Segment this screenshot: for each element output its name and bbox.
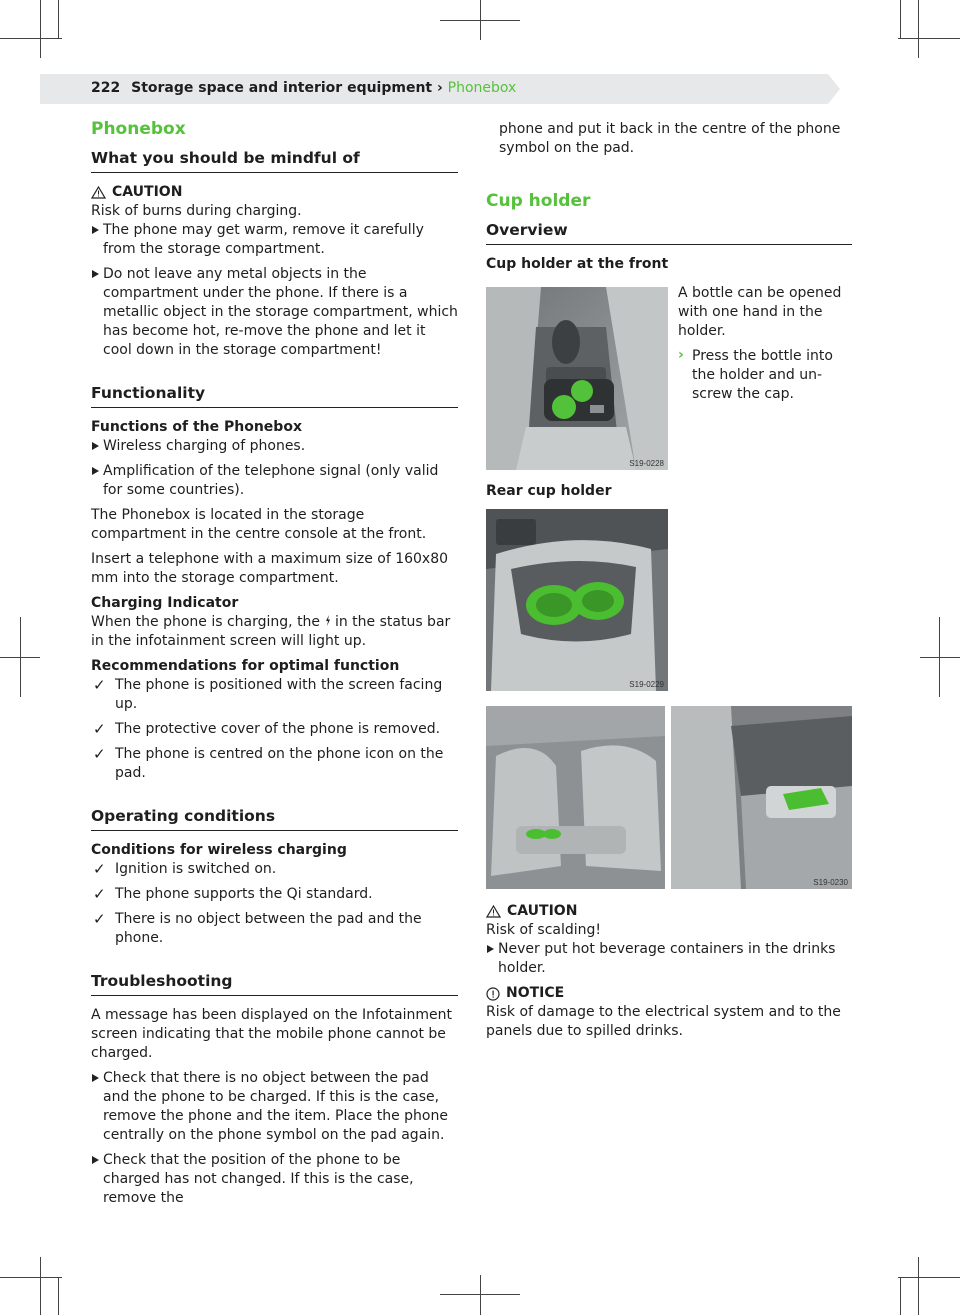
paragraph: Insert a telephone with a maximum size of 160x80 mm into the storage compartment. [91,551,449,586]
right-notes [486,902,852,1041]
crop-mark [900,1277,901,1315]
trouble-item: Check that there is no object between the pad and the phone to be charged. If this is the case, remove the phone and the item. Place the phone centrally on the phone symbol on the pad again. [91,1069,458,1145]
recommendation-text: The phone is centred on the phone icon on the pad. [115,746,444,781]
charging-text [91,613,458,651]
trouble-item: Check that the position of the phone to be charged has not changed. If this is the case, remove the [91,1151,458,1208]
crop-mark [898,38,960,39]
check-icon: ✓ [93,745,106,763]
charging-text-a: When the phone is charging, the [91,614,321,630]
condition-text: Ignition is switched on. [115,861,277,877]
caution-heading [486,902,852,921]
caution-item: Do not leave any metal objects in the compartment under the phone. If there is a metallic object in the storage compartment, which has become hot, re-move the phone and let it cool down in the storage compartment! [91,265,458,360]
image-code: S19-0230 [813,878,848,887]
condition-item [91,885,458,904]
check-icon: ✓ [93,720,106,738]
side-storage-illustration [671,706,852,889]
breadcrumb-section: Storage space and interior equipment [131,80,433,96]
caution-heading [91,183,458,202]
charging-indicator-icon [325,615,331,626]
function-item: Wireless charging of phones. [91,437,458,456]
page-number: 222 [91,80,121,96]
crop-mark [40,0,41,58]
image-code: S19-0229 [629,680,664,689]
caution-label: CAUTION [112,184,183,200]
front-cup-step [678,347,852,404]
notice-heading [486,984,852,1003]
check-icon: ✓ [93,885,106,903]
crop-mark [898,1277,960,1278]
crop-mark [0,38,62,39]
notice-text: Risk of damage to the electrical system and to the panels due to spilled drinks. [486,1004,841,1039]
rear-cup-holder-image [486,509,668,691]
rear-cup-label-wrap [486,482,852,501]
step-arrow-icon: › [678,347,684,363]
condition-text: The phone supports the Qi standard. [115,886,373,902]
front-cup-label: Cup holder at the front [486,256,669,272]
caution-item: The phone may get warm, remove it carefully from the storage compartment. [91,221,458,259]
check-icon: ✓ [93,860,106,878]
recommendation-item [91,720,458,739]
crop-mark [900,0,901,38]
front-cup-text: A bottle can be opened with one hand in the holder. [678,285,842,339]
recommendation-item [91,676,458,714]
function-item: Amplification of the telephone signal (only valid for some countries). [91,462,458,500]
right-column-top [499,120,851,158]
crop-mark [40,1257,41,1315]
crop-mark [480,0,481,40]
troubleshooting-heading: Troubleshooting [91,972,458,996]
crop-mark [480,1275,481,1315]
section-title: Phonebox [91,119,186,139]
breadcrumb-current: Phonebox [447,80,517,96]
left-column [91,120,458,1208]
crop-mark [58,0,59,38]
cup-holder-section [486,192,852,274]
breadcrumb [91,80,516,96]
crop-mark [939,617,940,697]
recommendation-item [91,745,458,783]
recommend-label: Recommendations for optimal function [91,658,400,674]
functions-label: Functions of the Phonebox [91,419,302,435]
rear-cup-holder-illustration [486,509,668,691]
paragraph: The Phonebox is located in the storage compartment in the centre console at the front. [91,507,427,542]
crop-mark [918,0,919,58]
side-storage-image [671,706,852,889]
condition-text: There is no object between the pad and the phone. [115,911,422,946]
rear-cup-label: Rear cup holder [486,483,612,499]
caution-intro: Risk of burns during charging. [91,203,302,219]
warning-triangle-icon [486,905,501,918]
breadcrumb-separator: › [437,80,443,96]
conditions-label: Conditions for wireless charging [91,842,347,858]
notice-label: NOTICE [506,985,565,1001]
recommendation-text: The protective cover of the phone is removed. [115,721,441,737]
trouble-text: A message has been displayed on the Infotainment screen indicating that the mobile phone cannot be charged. [91,1007,452,1061]
functionality-heading: Functionality [91,384,458,408]
front-cup-holder-illustration [486,287,668,470]
charging-label: Charging Indicator [91,595,239,611]
condition-item [91,910,458,948]
recommendation-text: The phone is positioned with the screen facing up. [115,677,443,712]
crop-mark [20,617,21,697]
caution-label: CAUTION [507,903,578,919]
image-code: S19-0228 [629,459,664,468]
notice-icon [486,987,500,1001]
front-cup-step-text: Press the bottle into the holder and un-screw the cap. [692,348,833,402]
charging-text-b: in the status bar in the infotainment screen will light up. [91,614,451,649]
crop-mark [58,1277,59,1315]
mindful-heading: What you should be mindful of [91,149,458,173]
caution-item: Never put hot beverage containers in the drinks holder. [486,940,852,978]
warning-triangle-icon [91,186,106,199]
crop-mark [918,1257,919,1315]
overview-heading: Overview [486,221,852,245]
rear-seat-image [486,706,665,889]
crop-mark [920,657,960,658]
caution-intro: Risk of scalding! [486,922,602,938]
check-icon: ✓ [93,910,106,928]
crop-mark [0,1277,62,1278]
cup-holder-title: Cup holder [486,191,591,211]
condition-item [91,860,458,879]
rear-seat-illustration [486,706,665,889]
check-icon: ✓ [93,676,106,694]
operating-heading: Operating conditions [91,807,458,831]
continued-text: phone and put it back in the centre of the phone symbol on the pad. [499,121,841,156]
front-cup-holder-image [486,287,668,470]
front-cup-description [678,284,852,404]
